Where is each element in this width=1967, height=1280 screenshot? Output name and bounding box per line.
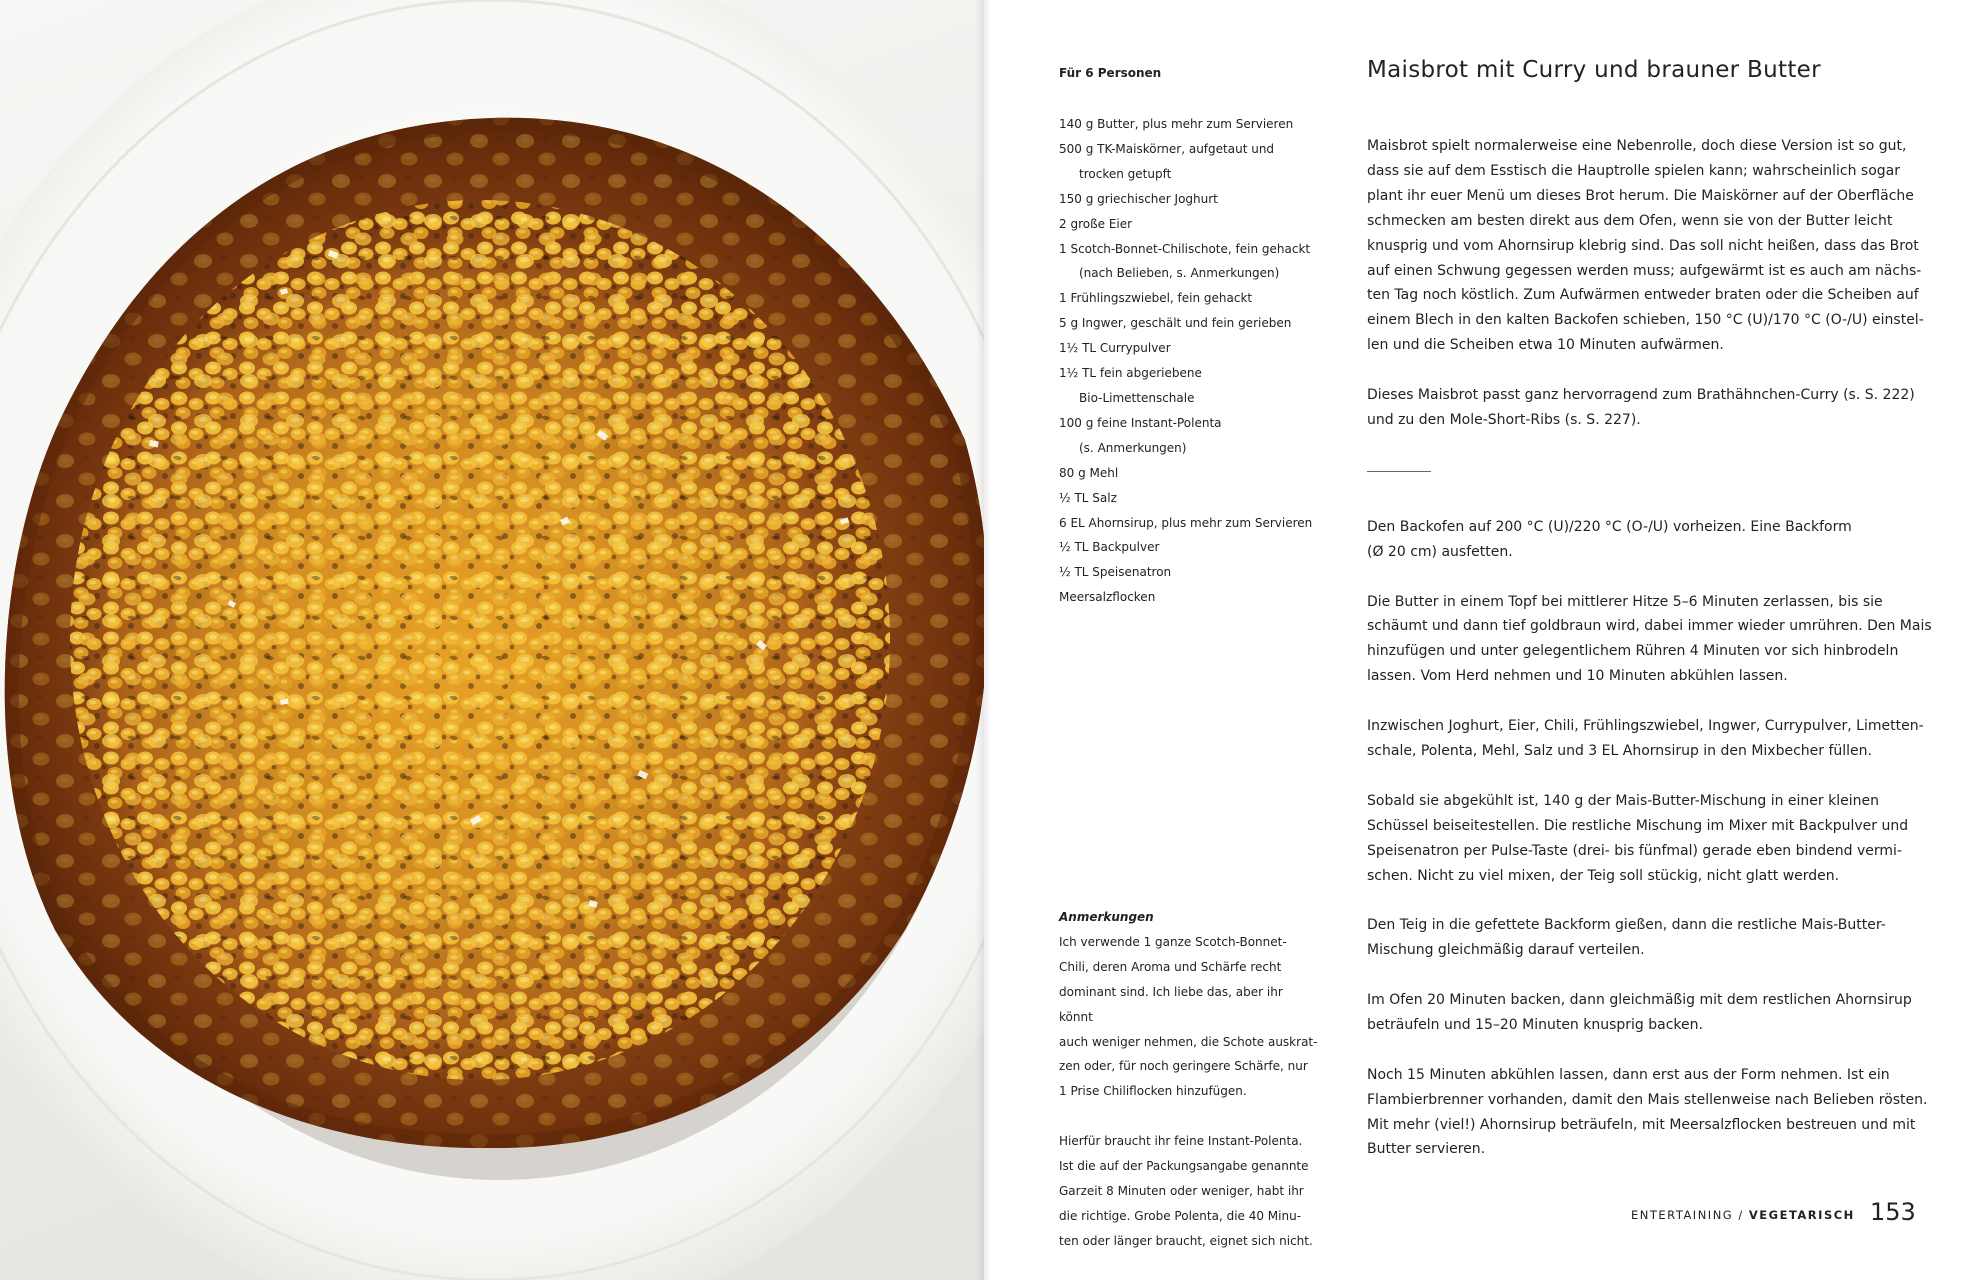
category-name: VEGETARISCH [1748, 1208, 1855, 1222]
intro-line: plant ihr euer Menü um dieses Brot herum. Die Maiskörner auf der Oberfläche [1367, 187, 1914, 204]
notes-paragraph [1059, 930, 1319, 1104]
step-line: hinzufügen und unter gelegentlichem Rühren 4 Minuten vor sich hinbrodeln [1367, 643, 1899, 660]
ingredient-line: Meersalzflocken [1059, 590, 1156, 605]
step-line: (Ø 20 cm) ausfetten. [1367, 543, 1513, 560]
recipe-main-column [1367, 48, 1932, 1162]
notes-line: 1 Prise Chiliflocken hinzufügen. [1059, 1084, 1247, 1099]
ingredient-item [1059, 461, 1319, 486]
section-divider [1367, 471, 1431, 472]
ingredient-line: ½ TL Salz [1059, 490, 1117, 505]
step-line: schale, Polenta, Mehl, Salz und 3 EL Ahornsirup in den Mixbecher füllen. [1367, 742, 1872, 759]
ingredient-item [1059, 311, 1319, 336]
notes-paragraph [1059, 1129, 1319, 1254]
step-line: Schüssel beiseitestellen. Die restliche Mischung im Mixer mit Backpulver und [1367, 817, 1909, 834]
step-line: Mischung gleichmäßig darauf verteilen. [1367, 942, 1645, 959]
ingredient-item [1059, 585, 1319, 610]
ingredient-line-continued: (nach Belieben, s. Anmerkungen) [1079, 266, 1280, 281]
intro-line: schmecken am besten direkt aus dem Ofen, wenn sie von der Butter leicht [1367, 212, 1893, 229]
notes-column [1059, 905, 1319, 1254]
intro-line: und zu den Mole-Short-Ribs (s. S. 227). [1367, 411, 1641, 428]
intro-line: dass sie auf dem Esstisch die Hauptrolle spielen kann; wahrscheinlich sogar [1367, 162, 1900, 179]
page-number: 153 [1870, 1198, 1916, 1226]
ingredient-item [1059, 137, 1319, 187]
section-name: ENTERTAINING / [1631, 1208, 1744, 1222]
ingredient-line: 500 g TK-Maiskörner, aufgetaut und [1059, 141, 1275, 156]
notes-line: Ich verwende 1 ganze Scotch-Bonnet- [1059, 934, 1287, 949]
step-line: Noch 15 Minuten abkühlen lassen, dann erst aus der Form nehmen. Ist ein [1367, 1066, 1890, 1083]
intro-line: len und die Scheiben etwa 10 Minuten aufwärmen. [1367, 337, 1724, 354]
notes-line: Garzeit 8 Minuten oder weniger, habt ihr [1059, 1183, 1304, 1198]
ingredient-line: 100 g feine Instant-Polenta [1059, 415, 1222, 430]
ingredient-item [1059, 486, 1319, 511]
ingredient-line: ½ TL Backpulver [1059, 540, 1160, 555]
intro-paragraph [1367, 134, 1927, 358]
recipe-title: Maisbrot mit Curry und brauner Butter [1367, 57, 1821, 83]
ingredient-line: 5 g Ingwer, geschält und fein gerieben [1059, 316, 1292, 331]
ingredient-item [1059, 361, 1319, 411]
step-line: Flambierbrenner vorhanden, damit den Mais stellenweise nach Belieben rösten. [1367, 1091, 1928, 1108]
page-gutter [976, 0, 992, 1280]
ingredient-line: 2 große Eier [1059, 216, 1133, 231]
ingredient-item [1059, 511, 1319, 536]
step-line: Butter servieren. [1367, 1141, 1486, 1158]
step-line: Den Teig in die gefettete Backform gießen, dann die restliche Mais-Butter- [1367, 917, 1886, 934]
ingredient-line-continued: Bio-Limettenschale [1079, 390, 1195, 405]
servings-label: Für 6 Personen [1059, 66, 1162, 80]
intro-line: auf einen Schwung gegessen werden muss; aufgewärmt ist es auch am nächs- [1367, 262, 1922, 279]
notes-line: Hierfür braucht ihr feine Instant-Polenta. [1059, 1134, 1303, 1149]
ingredient-item [1059, 411, 1319, 461]
intro-paragraph [1367, 383, 1927, 433]
step-line: Den Backofen auf 200 °C (U)/220 °C (O-/U) vorheizen. Eine Backform [1367, 518, 1852, 535]
notes-line: Chili, deren Aroma und Schärfe recht [1059, 959, 1282, 974]
step-paragraph [1367, 1063, 1927, 1163]
notes-line: zen oder, für noch geringere Schärfe, nur [1059, 1059, 1308, 1074]
step-paragraph [1367, 714, 1927, 764]
step-paragraph [1367, 913, 1927, 963]
ingredient-line: 1½ TL Currypulver [1059, 341, 1171, 356]
recipe-steps [1367, 515, 1932, 1162]
ingredient-item [1059, 237, 1319, 287]
step-paragraph [1367, 590, 1932, 690]
section-label [1631, 1208, 1855, 1222]
ingredient-line: 80 g Mehl [1059, 465, 1119, 480]
ingredient-list [1059, 112, 1319, 610]
ingredients-column [1059, 60, 1319, 610]
intro-line: Maisbrot spielt normalerweise eine Nebenrolle, doch diese Version ist so gut, [1367, 138, 1907, 154]
step-paragraph [1367, 988, 1927, 1038]
ingredient-item [1059, 336, 1319, 361]
ingredient-line: 140 g Butter, plus mehr zum Servieren [1059, 117, 1294, 131]
ingredient-item [1059, 560, 1319, 585]
step-line: lassen. Vom Herd nehmen und 10 Minuten abkühlen lassen. [1367, 668, 1788, 685]
step-paragraph [1367, 789, 1927, 889]
ingredient-item [1059, 212, 1319, 237]
ingredient-line: 150 g griechischer Joghurt [1059, 191, 1218, 206]
step-line: beträufeln und 15–20 Minuten knusprig backen. [1367, 1016, 1703, 1033]
ingredient-line: 1 Scotch-Bonnet-Chilischote, fein gehackt [1059, 241, 1311, 256]
ingredient-line-continued: trocken getupft [1079, 166, 1172, 181]
step-line: Inzwischen Joghurt, Eier, Chili, Frühlingszwiebel, Ingwer, Currypulver, Limetten- [1367, 718, 1924, 735]
ingredient-line: 1½ TL fein abgeriebene [1059, 366, 1202, 381]
notes-line: dominant sind. Ich liebe das, aber ihr könnt [1059, 984, 1283, 1024]
step-line: Speisenatron per Pulse-Taste (drei- bis fünfmal) gerade eben bindend vermi- [1367, 842, 1902, 859]
step-paragraph [1367, 515, 1927, 565]
notes-line: auch weniger nehmen, die Schote auskrat- [1059, 1034, 1318, 1049]
step-line: schäumt und dann tief goldbraun wird, dabei immer wieder umrühren. Den Mais [1367, 618, 1932, 635]
step-line: schen. Nicht zu viel mixen, der Teig soll stückig, nicht glatt werden. [1367, 867, 1840, 884]
notes-heading: Anmerkungen [1059, 910, 1154, 924]
ingredient-item [1059, 535, 1319, 560]
ingredient-item [1059, 187, 1319, 212]
intro-line: ten Tag noch köstlich. Zum Aufwärmen entweder braten oder die Scheiben auf [1367, 287, 1919, 304]
intro-line: Dieses Maisbrot passt ganz hervorragend zum Brathähnchen-Curry (s. S. 222) [1367, 387, 1915, 404]
step-line: Mit mehr (viel!) Ahornsirup beträufeln, mit Meersalzflocken bestreuen und mit [1367, 1116, 1916, 1133]
step-line: Im Ofen 20 Minuten backen, dann gleichmäßig mit dem restlichen Ahornsirup [1367, 992, 1912, 1008]
notes-line: Ist die auf der Packungsangabe genannte [1059, 1159, 1309, 1174]
recipe-intro [1367, 134, 1927, 433]
ingredient-line: 1 Frühlingszwiebel, fein gehackt [1059, 291, 1253, 306]
notes-line: die richtige. Grobe Polenta, die 40 Minu- [1059, 1208, 1302, 1223]
ingredient-line-continued: (s. Anmerkungen) [1079, 440, 1187, 455]
ingredient-item [1059, 112, 1319, 137]
notes-line: ten oder länger braucht, eignet sich nicht. [1059, 1233, 1313, 1248]
step-line: Die Butter in einem Topf bei mittlerer Hitze 5–6 Minuten zerlassen, bis sie [1367, 593, 1883, 610]
step-line: Sobald sie abgekühlt ist, 140 g der Mais-Butter-Mischung in einer kleinen [1367, 792, 1879, 809]
intro-line: einem Blech in den kalten Backofen schieben, 150 °C (U)/170 °C (O-/U) einstel- [1367, 312, 1924, 329]
ingredient-line: 6 EL Ahornsirup, plus mehr zum Servieren [1059, 515, 1313, 530]
ingredient-line: ½ TL Speisenatron [1059, 565, 1172, 580]
ingredient-item [1059, 286, 1319, 311]
intro-line: knusprig und vom Ahornsirup klebrig sind. Das soll nicht heißen, dass das Brot [1367, 237, 1919, 254]
